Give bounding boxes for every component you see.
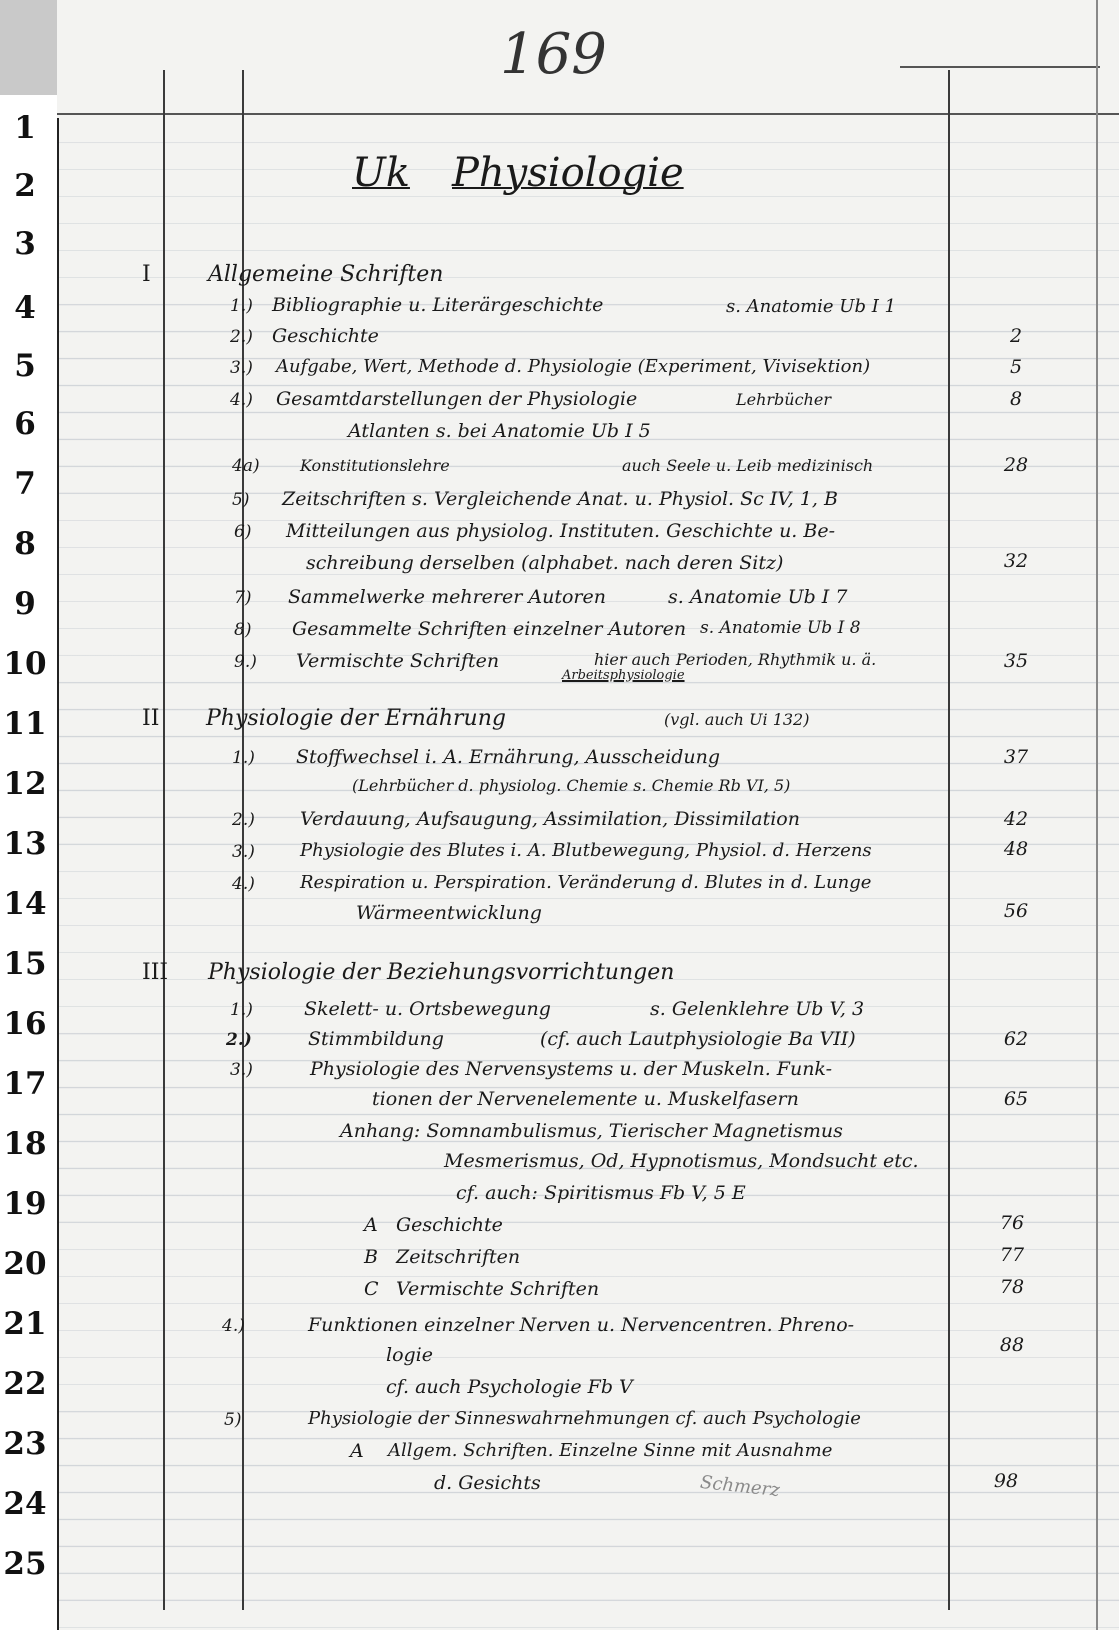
entry-page: 48 bbox=[1003, 838, 1029, 860]
entry-text: Vermischte Schriften bbox=[396, 1278, 600, 1300]
line-number: 9 bbox=[14, 586, 36, 622]
section-numeral: I bbox=[142, 262, 151, 287]
entry-text: Gesammelte Schriften einzelner Autoren bbox=[292, 618, 687, 640]
entry-reference: auch Seele u. Leib medizinisch bbox=[622, 456, 874, 475]
entry-text: Geschichte bbox=[396, 1214, 503, 1236]
line-number: 8 bbox=[14, 526, 36, 562]
shelf-code bbox=[352, 150, 410, 196]
entry-text: Physiologie des Nervensystems u. der Muskeln. Funk- bbox=[310, 1058, 833, 1080]
entry-text: (Lehrbücher d. physiolog. Chemie s. Chemie Rb VI, 5) bbox=[352, 776, 791, 795]
line-number: 18 bbox=[3, 1126, 47, 1162]
line-number: 6 bbox=[14, 406, 36, 442]
entry-number: 3.) bbox=[232, 842, 255, 862]
line-number: 20 bbox=[3, 1246, 47, 1282]
entry-number: 3.) bbox=[230, 1060, 253, 1080]
entry-page: 65 bbox=[1003, 1088, 1029, 1110]
entry-text: Zeitschriften bbox=[396, 1246, 521, 1268]
line-number: 11 bbox=[3, 706, 47, 742]
entry-number: 1.) bbox=[230, 1000, 253, 1020]
entry-text: schreibung derselben (alphabet. nach deren Sitz) bbox=[306, 552, 784, 574]
entry-page: 88 bbox=[999, 1334, 1025, 1356]
line-number: 16 bbox=[3, 1006, 47, 1042]
entry-page: 98 bbox=[993, 1470, 1019, 1492]
section-title: Allgemeine Schriften bbox=[208, 262, 444, 287]
entry-page: 62 bbox=[1003, 1028, 1029, 1050]
line-number: 15 bbox=[3, 946, 47, 982]
entry-text: Anhang: Somnambulismus, Tierischer Magnetismus bbox=[340, 1120, 843, 1142]
gutter-header-shade bbox=[0, 0, 57, 95]
entry-number: C bbox=[364, 1278, 379, 1300]
entry-text: Sammelwerke mehrerer Autoren bbox=[288, 586, 606, 608]
right-edge-rule bbox=[1096, 0, 1098, 1630]
entry-number: 1.) bbox=[232, 748, 255, 768]
section-numeral: III bbox=[142, 960, 169, 985]
entry-page: 2 bbox=[1009, 325, 1023, 347]
entry-reference: s. Anatomie Ub I 7 bbox=[668, 586, 848, 608]
entry-page: 76 bbox=[999, 1212, 1025, 1234]
line-number: 14 bbox=[3, 886, 47, 922]
line-number: 21 bbox=[3, 1306, 47, 1342]
entry-number: 2.) bbox=[226, 1030, 252, 1050]
line-number: 1 bbox=[14, 110, 36, 146]
entry-number: 4.) bbox=[232, 874, 255, 894]
entry-number: 2.) bbox=[230, 327, 253, 347]
entry-page: 42 bbox=[1003, 808, 1029, 830]
entry-number: 4.) bbox=[222, 1316, 245, 1336]
entry-text: d. Gesichts bbox=[434, 1472, 541, 1494]
section-title: Physiologie der Ernährung bbox=[206, 706, 506, 731]
entry-page: 77 bbox=[999, 1244, 1025, 1266]
entry-number: 8) bbox=[234, 620, 252, 640]
entry-text: cf. auch: Spiritismus Fb V, 5 E bbox=[456, 1182, 746, 1204]
entry-number: 7) bbox=[234, 588, 252, 608]
entry-text: Geschichte bbox=[272, 325, 379, 347]
entry-text: Skelett- u. Ortsbewegung bbox=[304, 998, 551, 1020]
line-number: 22 bbox=[3, 1366, 47, 1402]
entry-text: Konstitutionslehre bbox=[300, 456, 450, 475]
entry-text: Vermischte Schriften bbox=[296, 650, 500, 672]
page-number: 169 bbox=[500, 22, 607, 87]
line-number: 19 bbox=[3, 1186, 47, 1222]
entry-text: Mitteilungen aus physiolog. Instituten. Geschichte u. Be- bbox=[286, 520, 836, 542]
entry-number: A bbox=[364, 1214, 378, 1236]
entry-reference: hier auch Perioden, Rhythmik u. ä. bbox=[594, 650, 877, 669]
section-title: Physiologie der Beziehungsvorrichtungen bbox=[208, 960, 675, 985]
line-number: 7 bbox=[14, 466, 36, 502]
line-number: 17 bbox=[3, 1066, 47, 1102]
entry-text: Physiologie der Sinneswahrnehmungen cf. auch Psychologie bbox=[308, 1408, 861, 1429]
entry-number: 5) bbox=[224, 1410, 242, 1430]
line-number: 12 bbox=[3, 766, 47, 802]
line-number: 4 bbox=[14, 290, 36, 326]
shelf-code-text: Uk bbox=[352, 150, 410, 196]
entry-number: B bbox=[364, 1246, 378, 1268]
entry-text: Stimmbildung bbox=[308, 1028, 444, 1050]
entry-text: Physiologie des Blutes i. A. Blutbewegung, Physiol. d. Herzens bbox=[300, 840, 872, 861]
entry-text: Allgem. Schriften. Einzelne Sinne mit Ausnahme bbox=[388, 1440, 833, 1461]
section-note: (vgl. auch Ui 132) bbox=[664, 710, 810, 729]
line-number: 13 bbox=[3, 826, 47, 862]
entry-text: Respiration u. Perspiration. Veränderung d. Blutes in d. Lunge bbox=[300, 872, 872, 893]
entry-number: 4a) bbox=[232, 456, 260, 476]
header-rule bbox=[57, 113, 1119, 115]
line-number: 25 bbox=[3, 1546, 47, 1582]
entry-page: 28 bbox=[1003, 454, 1029, 476]
line-number: 2 bbox=[14, 168, 36, 204]
page-title bbox=[452, 150, 684, 196]
entry-text: logie bbox=[386, 1344, 433, 1366]
entry-reference: s. Gelenklehre Ub V, 3 bbox=[650, 998, 865, 1020]
line-number: 5 bbox=[14, 348, 36, 384]
entry-text: Verdauung, Aufsaugung, Assimilation, Dissimilation bbox=[300, 808, 800, 830]
line-number: 24 bbox=[3, 1486, 47, 1522]
page-column-rule bbox=[948, 70, 950, 1610]
line-number: 23 bbox=[3, 1426, 47, 1462]
entry-number: 9.) bbox=[234, 652, 257, 672]
entry-text: Bibliographie u. Literärgeschichte bbox=[272, 294, 604, 316]
left-margin-rule bbox=[163, 70, 165, 1610]
entry-number: 1.) bbox=[230, 296, 253, 316]
entry-number: 4.) bbox=[230, 390, 253, 410]
entry-reference: s. Anatomie Ub I 1 bbox=[726, 296, 896, 317]
line-number: 3 bbox=[14, 226, 36, 262]
entry-text: Funktionen einzelner Nerven u. Nervencentren. Phreno- bbox=[308, 1314, 855, 1336]
page-title-text: Physiologie bbox=[452, 150, 684, 196]
entry-page: 37 bbox=[1003, 746, 1029, 768]
entry-reference: s. Anatomie Ub I 8 bbox=[700, 618, 861, 638]
entry-text: Gesamtdarstellungen der Physiologie bbox=[276, 388, 638, 410]
entry-number: 2.) bbox=[232, 810, 255, 830]
pencil-annotation: Schmerz bbox=[699, 1471, 781, 1502]
entry-reference: Lehrbücher bbox=[736, 390, 831, 409]
top-right-rule bbox=[900, 66, 1100, 68]
entry-page: 56 bbox=[1003, 900, 1029, 922]
line-number: 10 bbox=[3, 646, 47, 682]
entry-page: 5 bbox=[1009, 356, 1023, 378]
entry-page: 32 bbox=[1003, 550, 1029, 572]
entry-page: 78 bbox=[999, 1276, 1025, 1298]
entry-text: Stoffwechsel i. A. Ernährung, Ausscheidung bbox=[296, 746, 721, 768]
entry-number: A bbox=[350, 1440, 364, 1462]
entry-reference: (cf. auch Lautphysiologie Ba VII) bbox=[540, 1028, 856, 1050]
entry-text: Aufgabe, Wert, Methode d. Physiologie (Experiment, Vivisektion) bbox=[276, 356, 871, 377]
entry-number: 3.) bbox=[230, 358, 253, 378]
entry-text: Atlanten s. bei Anatomie Ub I 5 bbox=[348, 420, 651, 442]
entry-text: Zeitschriften s. Vergleichende Anat. u. Physiol. Sc IV, 1, B bbox=[282, 488, 838, 510]
entry-annotation bbox=[562, 668, 685, 683]
entry-number: 5) bbox=[232, 490, 250, 510]
entry-text: Mesmerismus, Od, Hypnotismus, Mondsucht etc. bbox=[444, 1150, 919, 1172]
entry-text: cf. auch Psychologie Fb V bbox=[386, 1376, 633, 1398]
entry-number: 6) bbox=[234, 522, 252, 542]
entry-annotation-text: Arbeitsphysiologie bbox=[562, 668, 685, 683]
entry-page: 35 bbox=[1003, 650, 1029, 672]
entry-text: Wärmeentwicklung bbox=[356, 902, 542, 924]
section-numeral: II bbox=[142, 706, 160, 731]
entry-page: 8 bbox=[1009, 388, 1023, 410]
entry-text: tionen der Nervenelemente u. Muskelfasern bbox=[372, 1088, 799, 1110]
